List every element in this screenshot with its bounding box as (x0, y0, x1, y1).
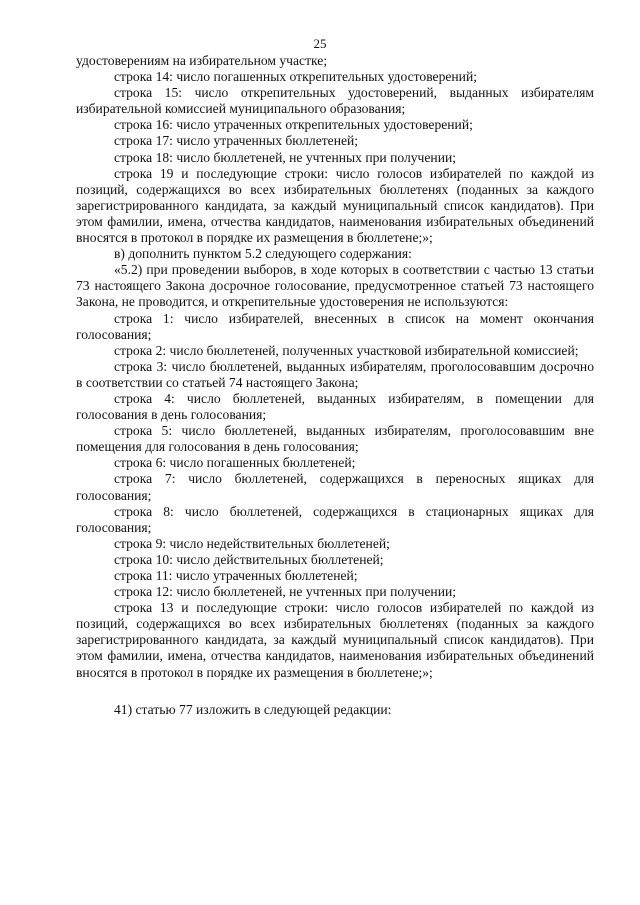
paragraph: строка 2: число бюллетеней, полученных участковой избирательной комиссией; (114, 342, 579, 358)
paragraph: «5.2) при проведении выборов, в ходе которых в соответствии с частью 13 статьи 73 настоящего Закона досрочное голосование, предусмотренное статьей 73 настоящего Закона, не проводится, и открепительные удостоверения не используются: (76, 262, 594, 310)
paragraph: строка 3: число бюллетеней, выданных избирателям, проголосовавшим досрочно в соответствии со статьей 74 настоящего Закона; (76, 358, 594, 390)
paragraph: строка 19 и последующие строки: число голосов избирателей по каждой из позиций, содержащихся во всех избирательных бюллетенях (поданных за каждого зарегистрированного кандидата, за каждый муниципальный список кандидатов). При этом фамилии, имена, отчества кандидатов, наименования избирательных объединений вносятся в протокол в порядке их размещения в бюллетене;»; (76, 165, 594, 246)
paragraph: строка 1: число избирателей, внесенных в список на момент окончания голосования; (76, 310, 594, 342)
paragraph: строка 4: число бюллетеней, выданных избирателям, в помещении для голосования в день голосования; (76, 390, 594, 423)
document-body (76, 53, 594, 718)
paragraph: строка 13 и последующие строки: число голосов избирателей по каждой из позиций, содержащихся во всех избирательных бюллетенях (поданных за каждого зарегистрированного кандидата, за каждый муниципальный список кандидатов). При этом фамилии, имена, отчества кандидатов, наименования избирательных объединений вносятся в протокол в порядке их размещения в бюллетене;»; (76, 600, 594, 680)
paragraph: удостоверениям на избирательном участке; (76, 53, 328, 68)
paragraph: строка 9: число недействительных бюллетеней; (114, 535, 390, 551)
paragraph: строка 12: число бюллетеней, не учтенных при получении; (114, 584, 457, 600)
paragraph: строка 14: число погашенных открепительных удостоверений; (114, 69, 478, 85)
paragraph: строка 15: число открепительных удостоверений, выданных избирателям избирательной комиссией муниципального образования; (76, 85, 594, 117)
paragraph: строка 5: число бюллетеней, выданных избирателям, проголосовавшим вне помещения для голосования в день голосования; (76, 423, 594, 455)
paragraph: строка 18: число бюллетеней, не учтенных при получении; (114, 149, 457, 165)
page-number: 25 (313, 36, 327, 51)
paragraph: строка 11: число утраченных бюллетеней; (114, 568, 358, 583)
paragraph: строка 6: число погашенных бюллетеней; (114, 455, 356, 471)
paragraph: в) дополнить пунктом 5.2 следующего содержания: (114, 246, 412, 262)
paragraph: строка 10: число действительных бюллетеней; (114, 551, 384, 567)
paragraph: 41) статью 77 изложить в следующей редакции: (114, 701, 392, 717)
paragraph: строка 7: число бюллетеней, содержащихся в переносных ящиках для голосования; (76, 471, 594, 503)
paragraph: строка 8: число бюллетеней, содержащихся в стационарных ящиках для голосования; (76, 503, 594, 535)
paragraph: строка 16: число утраченных открепительных удостоверений; (114, 117, 473, 133)
paragraph: строка 17: число утраченных бюллетеней; (114, 133, 359, 149)
